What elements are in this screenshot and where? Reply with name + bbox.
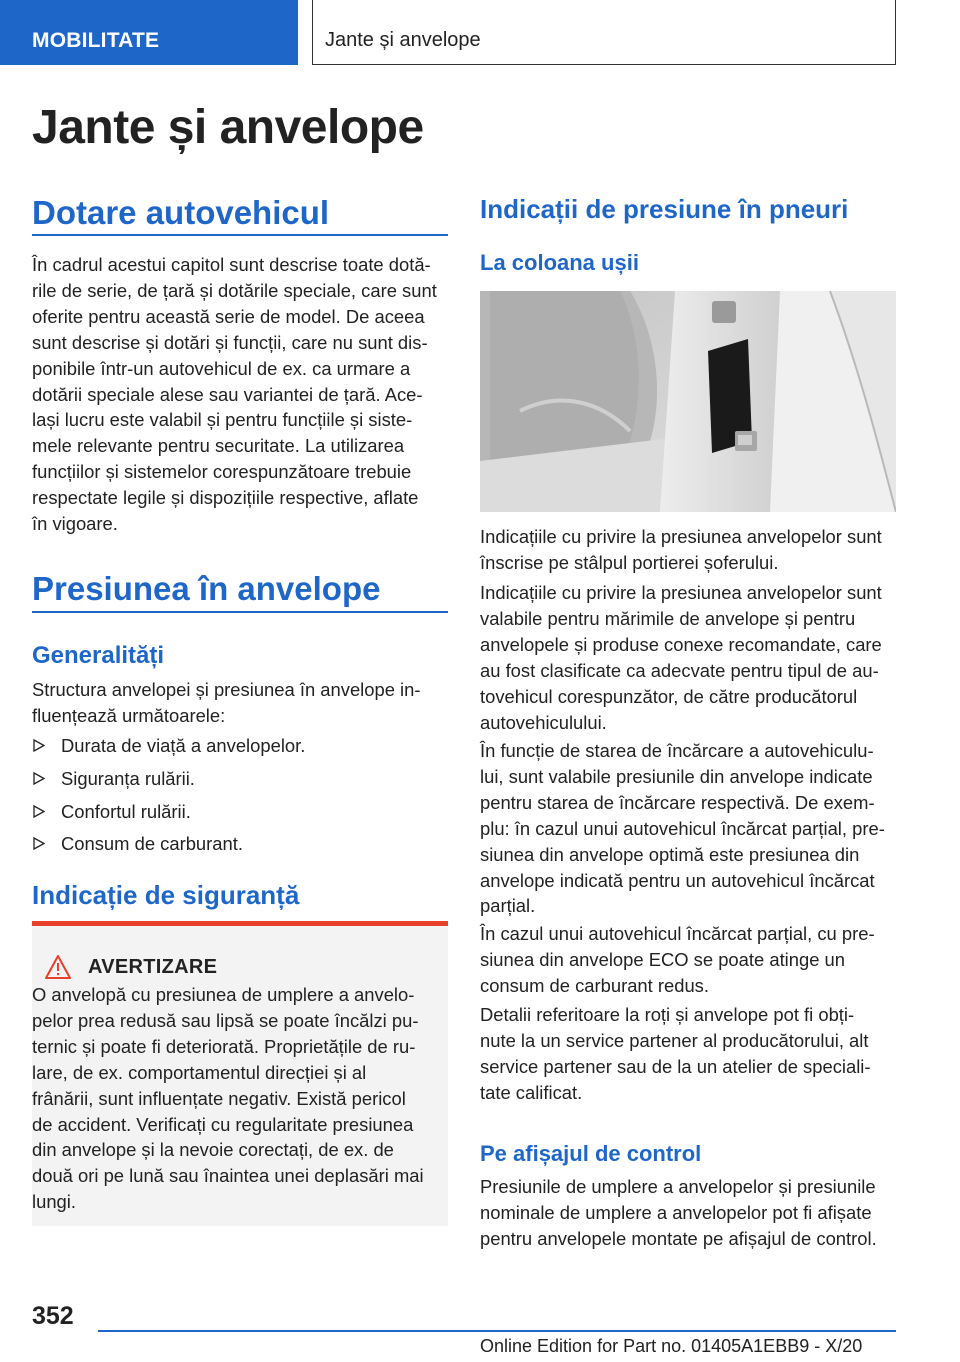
text-line: plu: în cazul unui autovehicul încărcat parțial, pre- — [480, 817, 885, 839]
text-line: dotării speciale alese sau variantei de țară. Ace- — [32, 383, 423, 405]
text-line: de accident. Verificați cu regularitate presiunea — [32, 1113, 414, 1135]
subsection-title-afisaj-control: Pe afișajul de control — [480, 1141, 702, 1166]
section-rule — [32, 611, 448, 613]
section-title-presiunea: Presiunea în anvelope — [32, 570, 381, 607]
text-line: fluențează următoarele: — [32, 704, 226, 726]
text-line: oferite pentru această serie de model. De aceea — [32, 305, 425, 327]
text-line: În funcție de starea de încărcare a autovehiculu- — [480, 740, 874, 761]
triangle-right-outline-icon — [32, 733, 46, 758]
text-line: siunea din anvelope optimă este presiunea din — [480, 843, 860, 865]
text-line: În cazul unui autovehicul încărcat parțial, cu pre- — [480, 923, 875, 944]
list-item-text: Confortul rulării. — [61, 801, 191, 822]
section-title-indicatie-siguranta: Indicație de siguranță — [32, 880, 300, 910]
text-line: Presiunile de umplere a anvelopelor și presiunile — [480, 1176, 876, 1197]
warning-triangle-icon — [44, 954, 72, 980]
text-line: anvelope indicată pentru un autovehicul încărcat — [480, 869, 875, 891]
text-line: consum de carburant redus. — [480, 974, 709, 996]
list-item — [32, 733, 448, 758]
text-line: Structura anvelopei și presiunea în anvelope in- — [32, 679, 421, 700]
list-item — [32, 831, 448, 856]
text-line: lungi. — [32, 1191, 76, 1213]
list-item-text: Durata de viață a anvelopelor. — [61, 735, 306, 756]
text-line: Indicațiile cu privire la presiunea anvelopelor sunt — [480, 526, 882, 547]
paragraph-detalii-service — [480, 1002, 910, 1106]
text-line: anvelopele și produse conexe recomandate, care — [480, 633, 882, 655]
subsection-title-coloana-usii: La coloana ușii — [480, 250, 639, 275]
door-pillar-photo — [480, 291, 896, 512]
triangle-right-outline-icon — [32, 766, 46, 791]
list-item-text: Consum de carburant. — [61, 833, 243, 854]
text-line: au fost clasificate ca adecvate pentru tipul de au- — [480, 659, 879, 681]
text-line: pentru anvelopele montate pe afișajul de control. — [480, 1227, 877, 1249]
text-line: respectate legile și dispozițiile respective, aflate — [32, 487, 419, 509]
subsection-title-generalitati: Generalități — [32, 642, 165, 669]
header-chapter-label: Jante și anvelope — [325, 29, 481, 51]
header-chapter-box — [312, 0, 896, 65]
paragraph-stare-incarcare — [480, 738, 910, 919]
warning-label: AVERTIZARE — [88, 956, 218, 978]
paragraph-marimi-anvelope — [480, 580, 910, 735]
section-title-dotare: Dotare autovehicul — [32, 194, 330, 231]
text-line: siunea din anvelope ECO se poate atinge un — [480, 948, 846, 970]
text-line: lui, sunt valabile presiunile din anvelope indicate — [480, 765, 873, 787]
text-line: parțial. — [480, 895, 536, 917]
text-line: înscrise pe stâlpul portierei șoferului. — [480, 551, 779, 573]
text-line: ponibile într-un autovehicul de ex. ca urmare a — [32, 357, 411, 379]
text-line: În cadrul acestui capitol sunt descrise toate dotă- — [32, 254, 431, 275]
text-line: tovehicul corespunzător, de către producătorul — [480, 685, 858, 707]
warning-box — [32, 921, 448, 1226]
text-line: două ori pe lună sau înaintea unei deplasări mai — [32, 1165, 424, 1187]
text-line: service partener sau de la un atelier de speciali- — [480, 1055, 871, 1077]
warning-text — [32, 982, 448, 1215]
text-line: funcțiilor și sistemelor corespunzătoare trebuie — [32, 461, 412, 483]
triangle-right-outline-icon — [32, 799, 46, 824]
paragraph-dotare — [32, 252, 462, 537]
text-line: autovehiculului. — [480, 711, 607, 733]
triangle-right-outline-icon — [32, 831, 46, 856]
text-line: mele relevante pentru securitate. La utilizarea — [32, 435, 405, 457]
text-line: nute la un service partener al producătorului, alt — [480, 1029, 869, 1051]
text-line: Detalii referitoare la roți și anvelope pot fi obți- — [480, 1004, 855, 1025]
footer-rule — [98, 1330, 896, 1332]
text-line: lare, de ex. comportamentul direcției și al — [32, 1061, 367, 1083]
list-item — [32, 766, 448, 791]
header-section-tab — [0, 0, 298, 65]
list-item — [32, 799, 448, 824]
list-item-text: Siguranța rulării. — [61, 768, 195, 789]
text-line: pentru starea de încărcare respectivă. De exem- — [480, 791, 875, 813]
section-rule — [32, 234, 448, 236]
text-line: în vigoare. — [32, 513, 118, 535]
text-line: Indicațiile cu privire la presiunea anvelopelor sunt — [480, 582, 882, 603]
door-pillar-illustration — [480, 291, 896, 512]
paragraph-eco — [480, 921, 910, 999]
text-line: nominale de umplere a anvelopelor pot fi afișate — [480, 1201, 872, 1223]
text-line: din anvelope și la nevoie corectați, de ex. de — [32, 1139, 394, 1161]
paragraph-generalitati — [32, 677, 462, 729]
page-title: Jante și anvelope — [32, 101, 424, 154]
header-section-label: MOBILITATE — [32, 29, 160, 52]
text-line: O anvelopă cu presiunea de umplere a anvelo- — [32, 984, 415, 1005]
footer-edition: Online Edition for Part no. 01405A1EBB9 - X/20 — [480, 1336, 863, 1356]
text-line: tate calificat. — [480, 1081, 583, 1103]
text-line: lași lucru este valabil și pentru funcțiile și siste- — [32, 409, 413, 431]
text-line: valabile pentru mărimile de anvelope și pentru — [480, 607, 856, 629]
text-line: rile de serie, de țară și dotările speciale, care sunt — [32, 279, 437, 301]
text-line: sunt descrise și dotări și funcții, care nu sunt dis- — [32, 331, 428, 353]
text-line: frânării, sunt influențate negativ. Există pericol — [32, 1087, 406, 1109]
text-line: ternic și poate fi deteriorată. Proprietățile de ru- — [32, 1035, 416, 1057]
page-number: 352 — [32, 1302, 74, 1330]
paragraph-coloana-usii — [480, 524, 910, 576]
section-title-indicatii-presiune: Indicații de presiune în pneuri — [480, 194, 849, 224]
text-line: pelor prea redusă sau lipsă se poate încălzi pu- — [32, 1009, 419, 1031]
paragraph-afisaj-control — [480, 1174, 910, 1252]
